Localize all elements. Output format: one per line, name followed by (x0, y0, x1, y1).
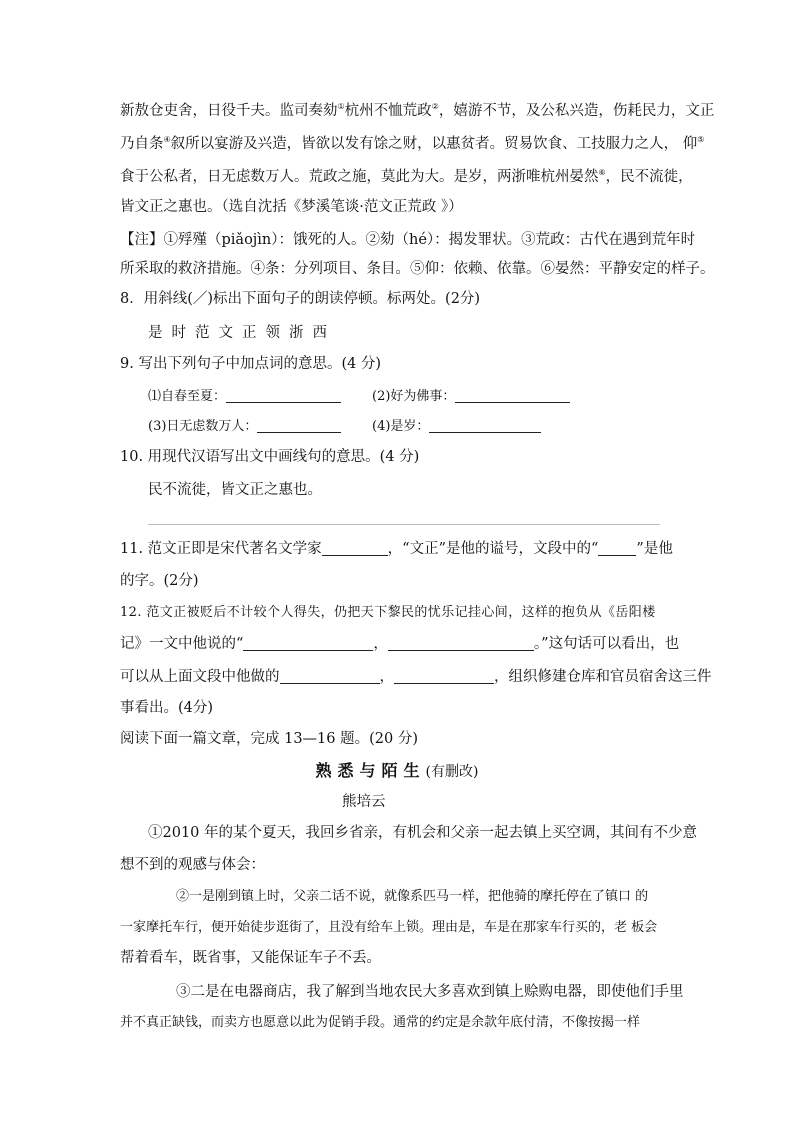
question-text: ， (379, 669, 394, 685)
footnote-marker: ④ (163, 135, 171, 144)
question-text: ， (373, 636, 388, 652)
paragraph-1-line-1: ①2010 年的某个夏天，我回乡省亲，有机会和父亲一起去镇上买空调，其间有不少意 (148, 825, 698, 841)
answer-blank[interactable] (257, 418, 341, 433)
question-10-stem: 10. 用现代汉语写出文中画线句的意思。(4 分) (120, 449, 420, 465)
answer-blank[interactable] (322, 541, 388, 556)
passage-text: 叙所以宴游及兴造，皆欲以发有馀之财，以惠贫者。贸易饮食、工技服力之人， 仰 (170, 136, 698, 152)
question-text: 可以从上面文段中他做的 (120, 669, 280, 685)
question-8-stem: 8．用斜线(／)标出下面句子的朗读停顿。标两处。(2分) (120, 291, 481, 307)
footnote-marker: ② (431, 102, 439, 111)
question-12-line-4: 事看出。(4分) (120, 700, 214, 716)
question-text: 11. 范文正即是宋代著名文学家 (120, 541, 322, 557)
article-title (0, 763, 794, 780)
question-12-line-3 (120, 669, 712, 685)
question-text: ，“文正”是他的谥号，文段中的“ (387, 541, 599, 557)
footnote-marker: ⑤ (697, 135, 705, 144)
paragraph-3-line-2: 并不真正缺钱，而卖方也愿意以此为促销手段。通常的约定是余款年底付清，不像按揭一样 (120, 1015, 641, 1030)
article-author: 熊培云 (342, 794, 386, 810)
answer-blank[interactable] (394, 669, 494, 684)
passage-text: ，嬉游不节，及公私兴造，伤耗民力，文正 (438, 103, 715, 119)
item-label: ⑴自春至夏： (148, 389, 227, 404)
answer-blank[interactable] (243, 636, 373, 651)
item-label: (4)是岁： (372, 419, 430, 434)
passage-text: 乃自条 (120, 136, 164, 152)
question-12-line-2 (120, 636, 679, 652)
answer-blank[interactable] (226, 388, 341, 403)
paragraph-2-line-1: ②一是刚到镇上时，父亲二话不说，就像系匹马一样，把他骑的摩托停在了镇口 的 (176, 889, 649, 904)
answer-blank[interactable] (388, 636, 534, 651)
question-text: 。”这句话可以看出，也 (533, 636, 680, 652)
question-10-sentence: 民不流徙，皆文正之惠也。 (148, 482, 322, 498)
question-text: ”是他 (636, 541, 673, 557)
answer-blank[interactable] (429, 418, 541, 433)
question-11-line-2: 的字。(2分) (120, 573, 199, 589)
answer-blank[interactable] (280, 669, 380, 684)
passage-line-2 (120, 136, 704, 152)
passage-line-3 (120, 169, 693, 185)
notes-line-1: 【注】①殍殣（piǎojìn）：饿死的人。②劾（hé）：揭发罪状。③荒政：古代在遇到荒年时 (120, 232, 696, 248)
paragraph-2-line-3: 帮着看车，既省事，又能保证车子不丢。 (120, 950, 381, 966)
question-9-item-4 (372, 418, 541, 433)
question-11-line-1 (120, 541, 673, 557)
reading-instruction: 阅读下面一篇文章，完成 13—16 题。(20 分) (120, 731, 418, 747)
paragraph-2-line-2: 一家摩托车行，便开始徒步逛街了，且没有给车上锁。理由是，车是在那家车行买的，老 板会 (120, 920, 658, 935)
passage-line-1 (120, 103, 714, 119)
question-text: 记》一文中他说的“ (120, 636, 244, 652)
footnote-marker: ① (337, 102, 345, 111)
article-title-note: (有删改) (425, 764, 479, 780)
item-label: (2)好为佛事： (372, 389, 456, 404)
footnote-marker: ⑥ (598, 168, 606, 177)
question-9-stem: 9. 写出下列句子中加点词的意思。(4 分) (120, 356, 382, 372)
passage-text: 食于公私者，日无虑数万人。荒政之施，莫此为大。是岁，两浙唯杭州晏然 (120, 169, 599, 185)
question-8-sentence: 是时范文正领浙西 (148, 325, 336, 341)
passage-text: ，民不流徙， (605, 169, 693, 185)
passage-text: 杭州不恤荒政 (344, 103, 432, 119)
question-9-item-1 (148, 388, 341, 403)
passage-text: 新敖仓吏舍，日役千夫。监司奏劾 (120, 103, 338, 119)
passage-line-4: 皆文正之惠也。（选自沈括《梦溪笔谈·范文正荒政 》） (120, 199, 463, 215)
question-12-line-1: 12. 范文正被贬后不计较个人得失，仍把天下黎民的忧乐记挂心间，这样的抱负从《岳阳楼 (120, 605, 656, 620)
paragraph-1-line-2: 想不到的观感与体会： (120, 857, 265, 873)
question-9-item-3 (148, 418, 341, 433)
notes-line-2: 所采取的救济措施。④条：分列项目、条目。⑤仰：依赖、依靠。⑥晏然：平静安定的样子。 (120, 261, 715, 277)
answer-blank[interactable] (598, 541, 636, 556)
question-text: ，组织修建仓库和官员宿舍这三件 (494, 669, 712, 685)
item-label: (3)日无虑数万人： (148, 419, 258, 434)
article-title-text: 熟悉与陌生 (315, 761, 426, 780)
answer-blank[interactable] (455, 388, 570, 403)
question-9-item-2 (372, 388, 570, 403)
paragraph-3-line-1: ③二是在电器商店，我了解到当地农民大多喜欢到镇上赊购电器，即使他们手里 (176, 984, 684, 1000)
answer-line[interactable] (148, 524, 660, 525)
